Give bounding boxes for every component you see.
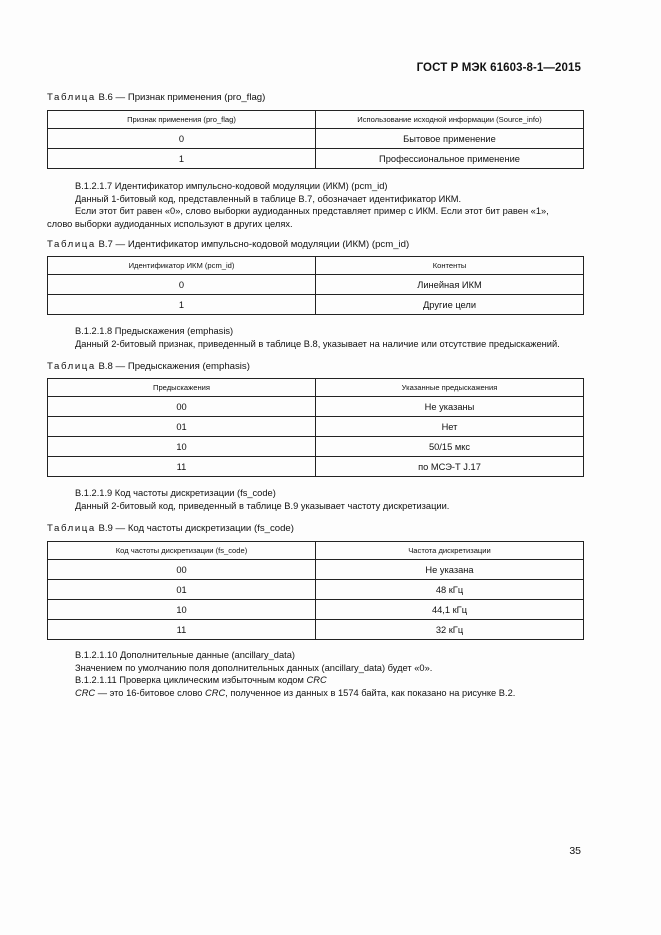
table-header-row [48, 257, 584, 275]
paragraph-line: Данный 2-битовый код, приведенный в таблице В.9 указывает частоту дискретизации. [75, 500, 450, 511]
column-header: Использование исходной информации (Source_info) [316, 111, 584, 129]
table-row [48, 437, 584, 457]
table-header-row [48, 542, 584, 560]
table-row [48, 620, 584, 640]
table-cell: 00 [48, 397, 316, 417]
table-row [48, 129, 584, 149]
table-cell: Другие цели [316, 295, 584, 315]
paragraph-line: Данный 2-битовый признак, приведенный в таблице В.8, указывает на наличие или отсутствие предыскажений. [75, 338, 560, 349]
paragraph-line: Значением по умолчанию поля дополнительных данных (ancillary_data) будет «0». [75, 662, 433, 673]
column-header: Контенты [316, 257, 584, 275]
section-b12110 [47, 649, 587, 674]
paragraph-line: Если этот бит равен «0», слово выборки аудиоданных представляет пример с ИКМ. Если этот бит равен «1», [75, 206, 549, 217]
caption-label: Таблица [47, 239, 96, 250]
standard-header: ГОСТ Р МЭК 61603-8-1—2015 [416, 62, 581, 74]
table-row [48, 560, 584, 580]
table-cell: 01 [48, 417, 316, 437]
table-cell: Профессиональное применение [316, 149, 584, 169]
table-row [48, 580, 584, 600]
table-cell: 01 [48, 580, 316, 600]
text: , полученное из данных в 1574 байта, как показано на рисунке В.2. [225, 687, 516, 698]
table-cell: 1 [48, 149, 316, 169]
table-row [48, 275, 584, 295]
table-cell: 11 [48, 620, 316, 640]
table-cell: 0 [48, 129, 316, 149]
column-header: Частота дискретизации [316, 542, 584, 560]
column-header: Код частоты дискретизации (fs_code) [48, 542, 316, 560]
section-b1218 [47, 325, 587, 350]
page-number: 35 [569, 845, 581, 857]
term-italic: CRC [205, 687, 226, 698]
heading-text: В.1.2.1.11 Проверка циклическим избыточным кодом [75, 675, 307, 685]
table-b7-caption [47, 239, 409, 250]
table-cell: 11 [48, 457, 316, 477]
column-header: Признак применения (pro_flag) [48, 111, 316, 129]
section-heading: В.1.2.1.8 Предыскажения (emphasis) [75, 326, 234, 336]
paragraph-line [47, 687, 587, 700]
column-header: Идентификатор ИКМ (pcm_id) [48, 257, 316, 275]
caption-label: Таблица [47, 361, 96, 372]
caption-text: В.6 — Признак применения (pro_flag) [95, 92, 266, 103]
caption-label: Таблица [47, 523, 96, 534]
paragraph-line: Данный 1-битовый код, представленный в таблице В.7, обозначает идентификатор ИКМ. [75, 193, 462, 204]
table-cell: 48 кГц [316, 580, 584, 600]
table-row [48, 149, 584, 169]
caption-text: В.8 — Предыскажения (emphasis) [95, 361, 250, 372]
table-b8 [47, 378, 584, 477]
table-row [48, 417, 584, 437]
table-cell: Не указана [316, 560, 584, 580]
table-b9 [47, 541, 584, 640]
caption-label: Таблица [47, 92, 96, 103]
section-heading: В.1.2.1.10 Дополнительные данные (ancillary_data) [75, 650, 296, 660]
table-cell: 10 [48, 600, 316, 620]
table-header-row [48, 379, 584, 397]
table-cell: 00 [48, 560, 316, 580]
table-cell: 10 [48, 437, 316, 457]
table-cell: Не указаны [316, 397, 584, 417]
table-b8-caption [47, 361, 250, 372]
table-b6 [47, 110, 584, 169]
paragraph-line: слово выборки аудиоданных используют в других целях. [47, 218, 293, 229]
section-b1219 [47, 487, 587, 512]
table-row [48, 457, 584, 477]
section-heading: В.1.2.1.9 Код частоты дискретизации (fs_code) [75, 488, 276, 498]
table-cell: по МСЭ-Т J.17 [316, 457, 584, 477]
section-b1217 [47, 180, 587, 230]
section-heading: В.1.2.1.7 Идентификатор импульсно-кодовой модуляции (ИКМ) (pcm_id) [75, 181, 388, 191]
table-cell: 32 кГц [316, 620, 584, 640]
table-cell: 44,1 кГц [316, 600, 584, 620]
table-cell: Бытовое применение [316, 129, 584, 149]
table-cell: 1 [48, 295, 316, 315]
table-cell: 0 [48, 275, 316, 295]
column-header: Указанные предыскажения [316, 379, 584, 397]
table-header-row [48, 111, 584, 129]
table-b6-caption [47, 92, 265, 103]
caption-text: В.9 — Код частоты дискретизации (fs_code) [95, 523, 294, 534]
term-italic: CRC [75, 687, 96, 698]
table-row [48, 295, 584, 315]
table-b7 [47, 256, 584, 315]
table-cell: Линейная ИКМ [316, 275, 584, 295]
caption-text: В.7 — Идентификатор импульсно-кодовой модуляции (ИКМ) (pcm_id) [95, 239, 410, 250]
table-b9-caption [47, 523, 294, 534]
section-b12111 [47, 674, 587, 699]
section-heading [47, 674, 587, 687]
table-row [48, 397, 584, 417]
table-cell: Нет [316, 417, 584, 437]
column-header: Предыскажения [48, 379, 316, 397]
table-row [48, 600, 584, 620]
heading-italic: CRC [306, 675, 327, 685]
table-cell: 50/15 мкс [316, 437, 584, 457]
text: — это 16-битовое слово [95, 687, 206, 698]
